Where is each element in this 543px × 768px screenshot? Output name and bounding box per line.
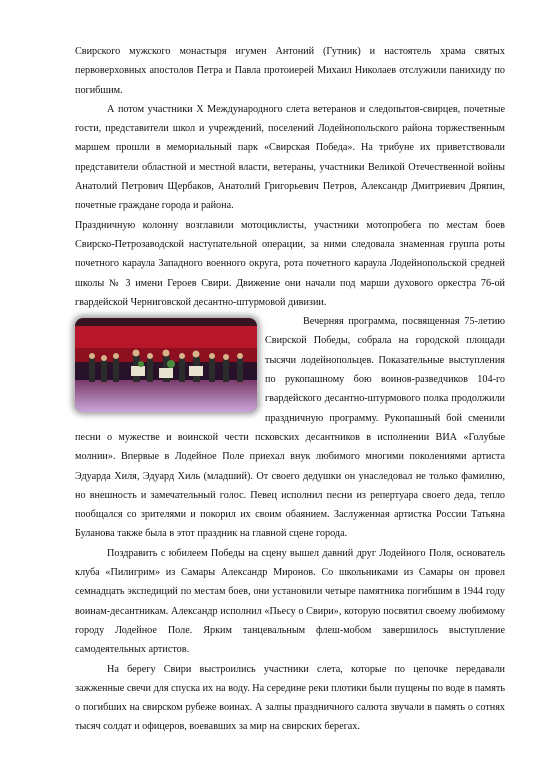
article-body [75, 42, 505, 737]
paragraph-1: Свирского мужского монастыря игумен Антоний (Гутник) и настоятель храма святых первоверховных апостолов Петра и Павла протоиерей Михаил Николаев отслужили панихиду по погибшим. [75, 46, 505, 96]
paragraph-5: Поздравить с юбилеем Победы на сцену вышел давний друг Лодейного Поля, основатель клуба «Пилигрим» из Самары Александр Миронов. Со школьниками из Самары он провел семнадцать экспедиций по местам боев, они установили четыре памятника погибшим в 1944 году воинам-десантникам. Александр исполнил «Пьесу о Свири», которую посвятил своему любимому городу Лодейное Поле. Ярким танцевальным флеш-мобом завершилось выступление самодеятельных артистов. [75, 547, 505, 656]
paragraph-3: Праздничную колонну возглавили мотоциклисты, участники мотопробега по местам боев Свирско-Петрозаводской наступательной операции, за ними следовала знаменная группа роты почетного караула Западного военного округа, рота почетного караула Лодейнопольской средней школы № 3 имени Героев Свири. Движение они начали под марши духового оркестра 76-ой гвардейской Черниговской десантно-штурмовой дивизии. [75, 219, 505, 308]
paragraph-6: На берегу Свири выстроились участники слета, которые по цепочке передавали зажженные свечи для спуска их на воду. На середине реки плотики были пущены по воде в память о погибших на свирском рубеже воинах. А залпы праздничного салюта звучали в память о сотнях тысяч солдат и офицеров, воевавших за мир на свирских берегах. [75, 663, 505, 733]
paragraph-4-block [75, 312, 505, 544]
paragraph-2: А потом участники X Международного слета ветеранов и следопытов-свирцев, почетные гости, представители школ и учреждений, поселений Лодейнопольского района торжественным маршем прошли в мемориальный парк «Свирская Победа». На трибуне их приветствовали представители областной и местной власти, ветераны, участники Великой Отечественной войны Анатолий Петрович Щербаков, Анатолий Григорьевич Петров, Александр Дмитриевич Дряпин, почетные граждане города и района. [75, 103, 505, 212]
stage-photo [75, 318, 257, 412]
paragraph-4-text: Вечерняя программа, посвященная 75-летию Свирской Победы, собрала на городской площади тысячи лодейнопольцев. Показательные выступления по рукопашному бою воинов-разведчиков 104-го гвардейского десантно-штурмового полка продолжили праздничную программу. Рукопашный бой сменили песни о мужестве и воинской чести псковских десантников в исполнении ВИА «Голубые молнии». Впервые в Лодейное Поле приехал внук любимого многими поколениями артиста Эдуарда Хиля, Эдуард Хиль (младший). От своего дедушки он унаследовал не только фамилию, но внешность и замечательный голос. Певец исполнил песни из репертуара своего деда, тепло пообщался со зрителями и покорил их своим обаянием. Заслуженная артистка России Татьяна Буланова также была в этот праздник на главной сцене города. [75, 316, 505, 540]
paragraph-4 [75, 312, 505, 544]
